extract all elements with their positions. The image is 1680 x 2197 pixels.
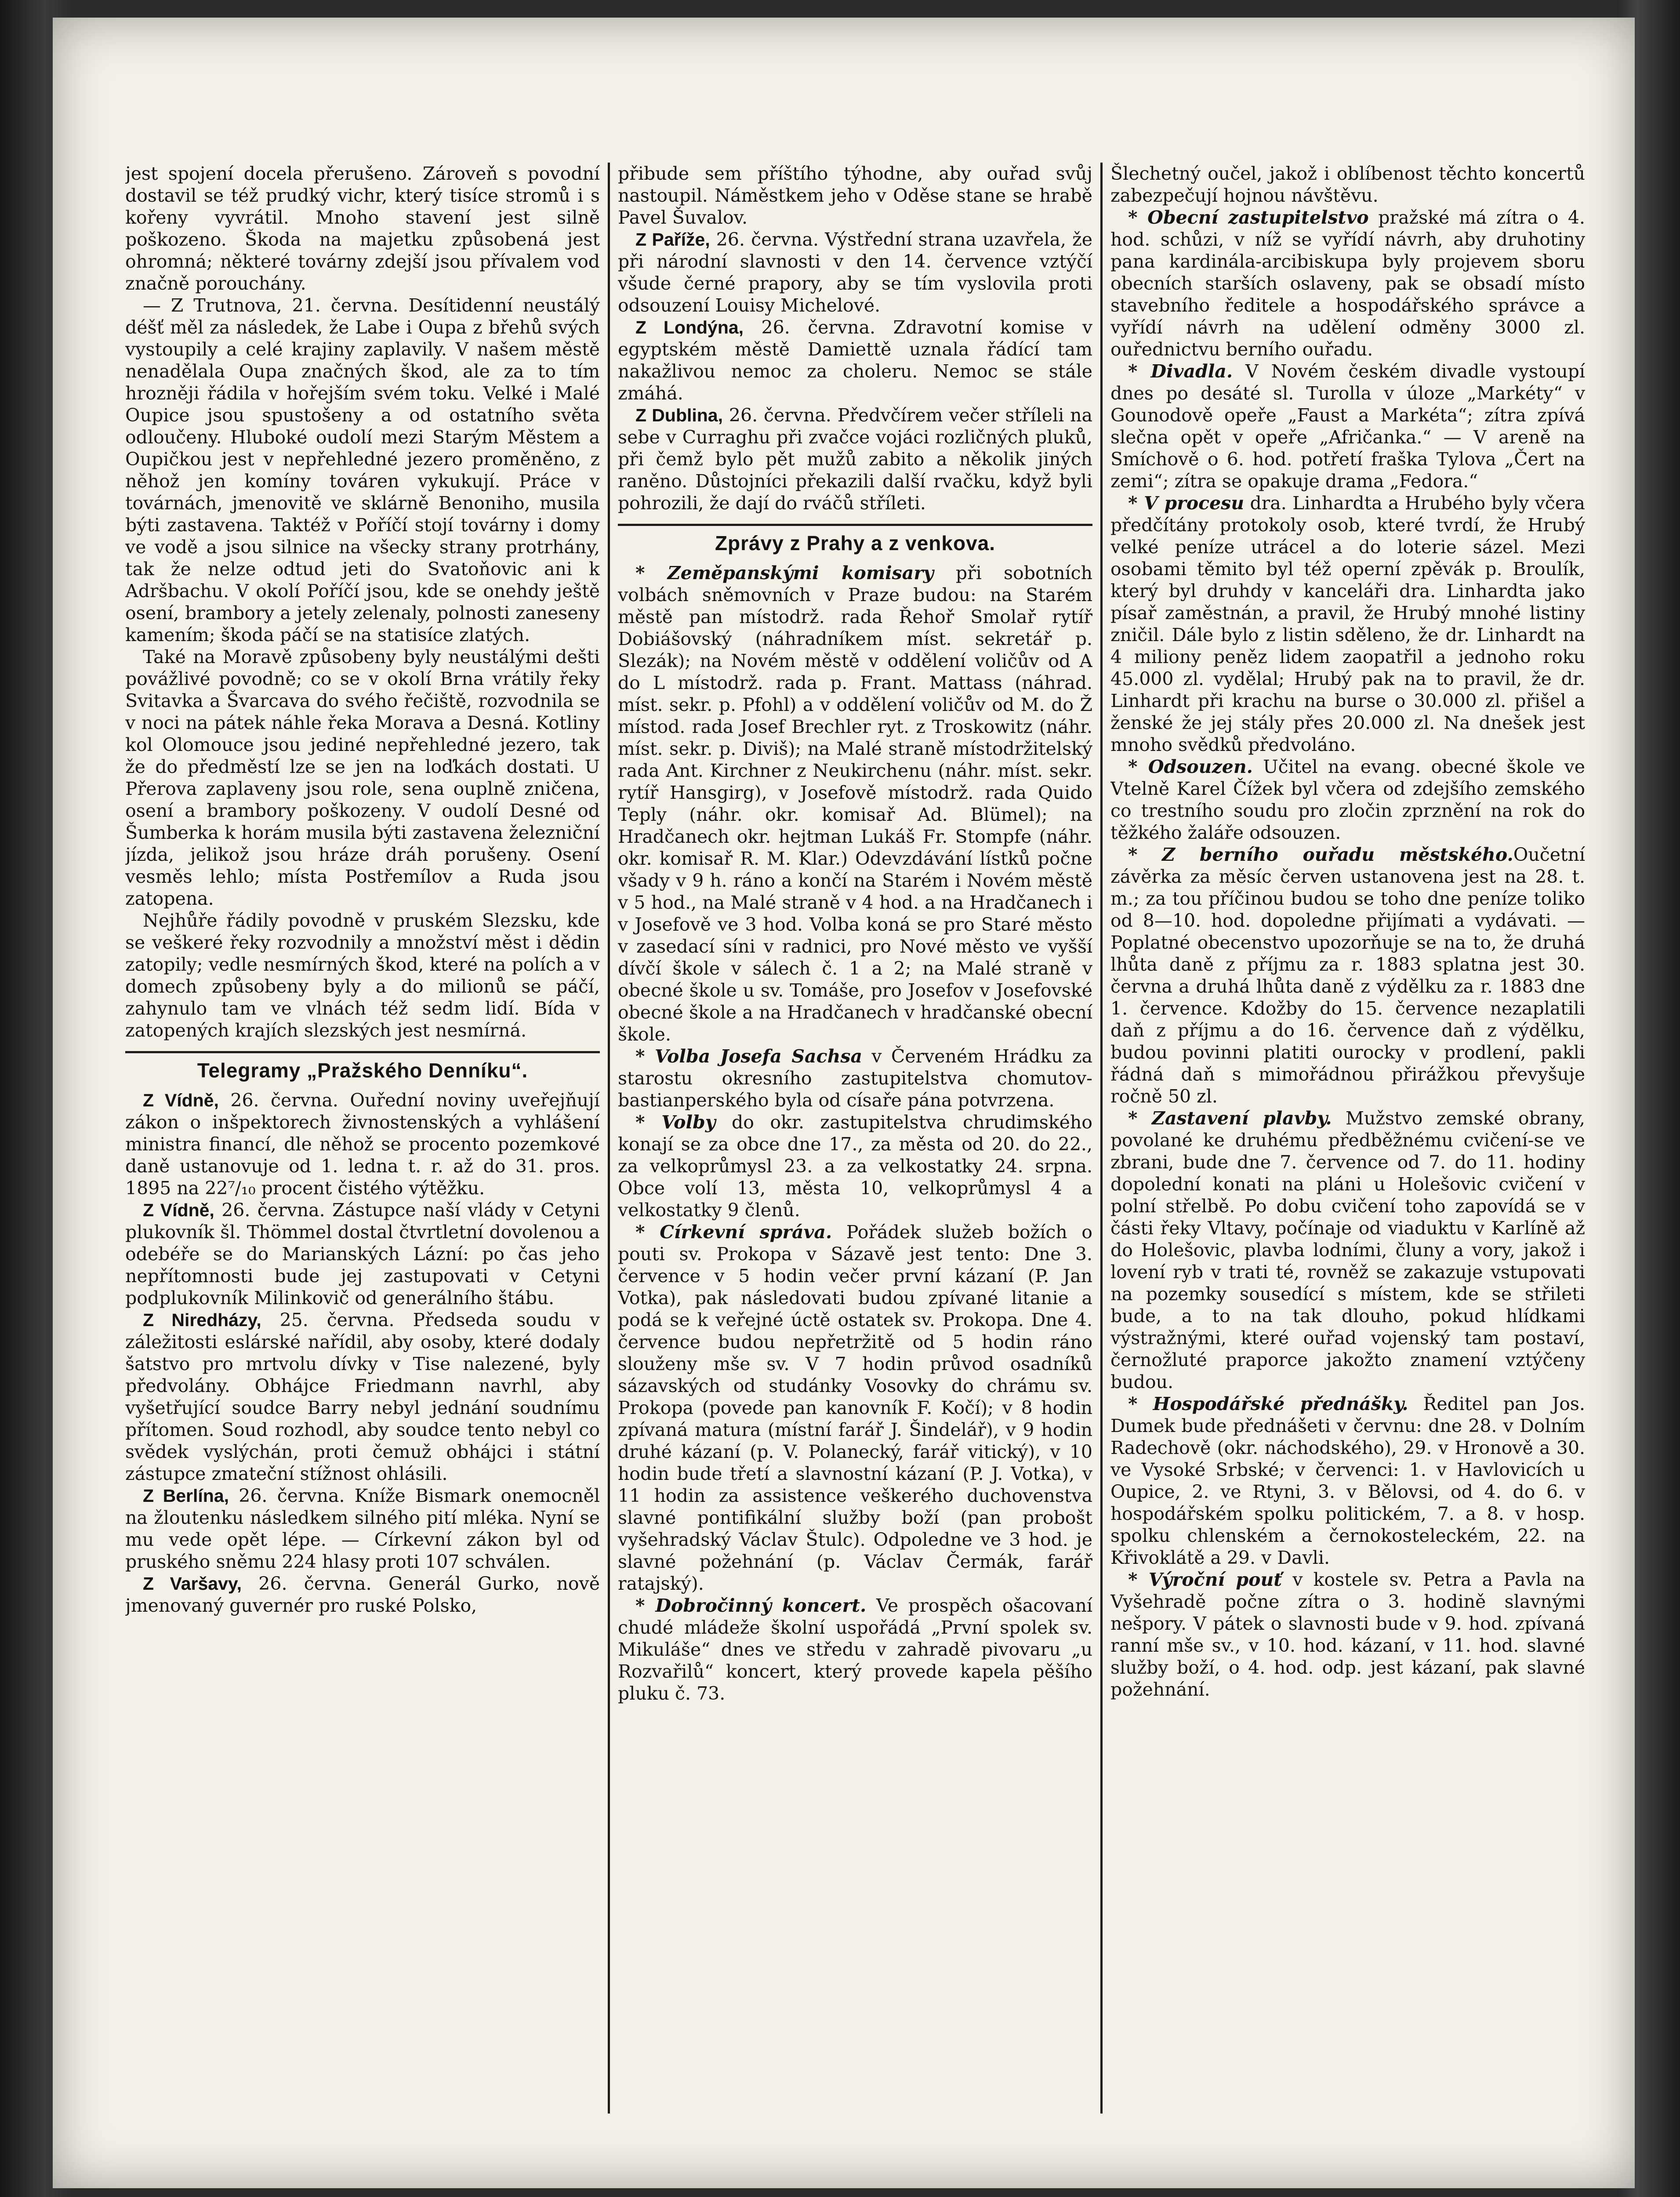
- dateline: Z Vídně,: [143, 1200, 214, 1220]
- column-1: [125, 163, 600, 2109]
- news-item: [1110, 207, 1585, 360]
- news-text: Oučetní závěrka za měsíc červen ustanovena jest na 28. t. m.; za tou příčinou budou se toho dne peníze toliko od 8—10. hod. dopoledne přijímati a vydávati. — Poplatné obecenstvo upozorňuje se na to, že druhá lhůta daně z příjmu za r. 1883 splatna jest 30. června a druhá lhůta daně z výdělku za r. 1883 dne 1. července. Kdožby do 15. července nezaplatili daň z příjmu a do 16. července daň z výdělku, budou povinni platiti ourocky v prodlení, pakli řádná daň s mimořádnou přirážkou převyšuje ročně 50 zl.: [1110, 844, 1585, 1107]
- news-heading: * Volba Josefa Sachsa: [635, 1046, 863, 1067]
- dateline: Z Dublina,: [635, 405, 723, 425]
- news-item: [618, 1111, 1092, 1221]
- news-text: Ředitel pan Jos. Dumek bude přednášeti v červnu: dne 28. v Dolním Radechově (okr. náchodského), 29. v Hronově a 30. ve Vysoké Srbské; v červenci: 1. v Havlovicích u Oupice, 2. ve Rtyni, 3. v Bělovsi, od 4. do 6. v hospodářském spolku politickém, 7. a 8. v hosp. spolku chlenském a černokosteleckém, 22. na Křivoklátě a 29. v Davli.: [1110, 1393, 1585, 1568]
- news-text: V Novém českém divadle vystoupí dnes po desáté sl. Turolla v úloze „Markéty“ v Gounodově opeře „Faust a Markéta“; zítra zpívá slečna opět v opeře „Afričanka.“ — V areně na Smíchově o 6. hod. potřetí fraška Tylova „Čert na zemi“; zítra se opakuje drama „Fedora.“: [1110, 361, 1585, 492]
- column-3: [1110, 163, 1585, 2109]
- telegram-item: [618, 316, 1092, 404]
- news-text: při sobotních volbách sněmovních v Praze budou: na Starém městě pan místodrž. rada Řehoř Smolař rytíř Dobiášovský (náhradníkem míst. sekretář p. Slezák); na Novém městě v oddělení voličův od A do L místodrž. rada p. Frant. Mattass (náhrad. míst. sekr. p. Pfohl) a v oddělení voličův od M. do Ž místod. rada Josef Brechler ryt. z Troskowitz (náhr. míst. sekr. p. Diviš); na Malé straně místodržitelský rada Ant. Kirchner z Neukirchenu (náhr. míst. sekr. rytíř Hansgirg), v Josefově místodrž. rada Quido Teply (náhr. okr. komisař Ad. Blümel); na Hradčanech okr. hejtman Lukáš Fr. Stompfe (náhr. okr. komisař R. M. Klar.) Odevzdávání lístků počne všady v 9 h. ráno a končí na Starém i Novém městě v 5 hod., na Malé straně v 4 hod. a na Hradčanech i v Josefově ve 3 hod. Volba koná se pro Staré město v zasedací síni v radnici, pro Nové město ve vyšší dívčí škole v sálech č. 1 a 2; na Malé straně v obecné škole u sv. Tomáše, pro Josefov v Josefovské obecné škole a na Hradčanech v hradčanské obecní škole.: [618, 562, 1092, 1045]
- column-rule: [608, 163, 610, 2114]
- news-item: [1110, 1107, 1585, 1393]
- news-text: v Červeném Hrádku za starostu okresního zastupitelstva chomutov-bastianperského byla od císaře pána potvrzena.: [618, 1046, 1092, 1111]
- news-heading: * V procesu: [1128, 493, 1245, 514]
- telegram-item: [125, 1309, 600, 1485]
- telegram-item: [125, 1485, 600, 1573]
- news-item: [1110, 360, 1585, 492]
- telegram-text: 26. června. Předvčírem večer stříleli na sebe v Curraghu při zvačce vojáci rozličných pluků, při čemž bylo pět mužů zabito a několik jiných raněno. Důstojníci překazili další rvačku, když byli pohrozili, že dají do rváčů stříleti.: [618, 405, 1092, 514]
- article-text: Nejhůře řádily povodně v pruském Slezsku, kde se veškeré řeky rozvodnily a množství měst i dědin zatopily; vedle nesmírných škod, které na polích a v domech způsobeny byly a do milionů se páčí, zahynulo tam ve vlnách též sedm lidí. Bída v zatopených krajích slezských jest nesmírná.: [125, 910, 600, 1041]
- news-heading: * Divadla.: [1128, 361, 1233, 382]
- dateline: Z Londýna,: [635, 317, 744, 337]
- news-text: pražské má zítra o 4. hod. schůzi, v níž se vyřídí návrh, aby druhotiny pana kardinála-arcibiskupa byly projevem sboru obecních starších oslaveny, pak se obsadí místo stavebního ředitele a hospodářského správce a vyřídí návrh na udělení odměny 3000 zl. ouřednictvu berního ouřadu.: [1110, 207, 1585, 360]
- telegram-text: 25. června. Předseda soudu v záležitosti eslárské nařídil, aby osoby, které dodaly šatstvo pro mrtvolu dívky v Tise nalezené, byly předvolány. Obhájce Friedmann navrhl, aby vyšetřující soudce Barry nebyl jednání soudnímu přítomen. Soud rozhodl, aby soudce tento nebyl co svědek vyslýchán, proti čemuž obhájci i státní zástupce zmateční stížnost ohlásili.: [125, 1309, 600, 1484]
- dateline: Z Paříže,: [635, 229, 710, 250]
- news-heading: * Volby: [635, 1112, 716, 1133]
- news-text: Pořádek služeb božích o pouti sv. Prokopa v Sázavě jest tento: Dne 3. července v 5 hodin večer první kázaní (P. Jan Votka), pak následovati budou zpívané litanie a podá se k veřejné úctě ostatek sv. Prokopa. Dne 4. července budou nepřetržitě od 5 hodin ráno slouženy mše sv. V 7 hodin průvod osadníků sázavských od studánky Vosovky do chrámu sv. Prokopa (povede pan kanovník F. Kočí); v 8 hodin zpívaná matura (místní farář J. Šindelář), v 9 hodin druhé kázaní (p. V. Polanecký, farář vitický), v 10 hodin bude třetí a slavnostní kázaní (P. J. Votka), v 11 hodin za assistence veškerého duchovenstva slavné pontifikální služby boží (pan probošt vyšehradský Václav Štulc). Odpoledne ve 3 hod. je slavné požehnání (p. Václav Čermák, farář ratajský).: [618, 1222, 1092, 1594]
- news-item: [1110, 756, 1585, 844]
- news-item: [618, 1045, 1092, 1111]
- telegram-text: 26. června. Ouřední noviny uveřejňují zákon o inšpektorech živnostenských a vyhlášení ministra financí, dle něhož se procento pozemkové daně ustanovuje od 1. ledna t. r. až do 31. pros. 1895 na 22⁷/₁₀ procent čistého výtěžku.: [125, 1090, 600, 1199]
- news-heading: * Obecní zastupitelstvo: [1128, 207, 1369, 228]
- telegram-item: [618, 404, 1092, 514]
- news-heading: * Dobročinný koncert.: [635, 1595, 867, 1616]
- news-item: [618, 562, 1092, 1045]
- news-text: Mužstvo zemské obrany, povolané ke druhému předběžnému cvičení-se ve zbrani, bude dne 7. července od 7. do 11. hodiny dopolední konati na pláni u Holešovic cvičení v polní střelbě. Po dobu cvičení toho zapovídá se v části řeky Vltavy, počínaje od viaduktu v Karlíně až do Holešovic, plavba lodními, čluny a vory, jakož i lovení ryb v trati té, rovněž se zakazuje vstupovati na pozemky sousedící s místem, kde se střileti bude, a to na tak dlouho, pokud hlídkami výstražnými, které ouřad vojenský tam postaví, černožluté praporce jakožto znamení vztýčeny budou.: [1110, 1108, 1585, 1392]
- news-text: Ve prospěch ošacovaní chudé mládeže školní uspořádá „První spolek sv. Mikuláše“ dnes ve středu v zahradě pivovaru „u Rozvařilů“ koncert, který provede kapela pěšího pluku č. 73.: [618, 1595, 1092, 1704]
- news-heading: * Zeměpanskými komisary: [635, 562, 934, 584]
- section-title-prague-news: Zprávy z Prahy a z venkova.: [618, 524, 1092, 554]
- news-heading: * Z berního ouřadu městského.: [1128, 844, 1513, 865]
- article-text: jest spojení docela přerušeno. Zároveň s povodní dostavil se též prudký vichr, který tisíce stromů i s kořeny vyvrátil. Mnoho stavení jest silně poškozeno. Škoda na majetku způsobená jest ohromná; některé továrny zdejší jsou přívalem vod značně porouchány.: [125, 163, 600, 294]
- telegram-text: 26. června. Zdravotní komise v egyptském městě Damiettě uznala řádící tam nakažlivou nemoc za choleru. Nemoc se stále zmáhá.: [618, 317, 1092, 404]
- news-item: [618, 1221, 1092, 1595]
- column-rule: [1100, 163, 1103, 2114]
- news-text: do okr. zastupitelstva chrudimského konají se za obce dne 17., za města od 20. do 22., za velkoprůmysl 23. a za velkostatky 24. srpna. Obce volí 13, města 10, velkoprůmysl 4 a velkostatky 9 členů.: [618, 1112, 1092, 1221]
- news-heading: * Odsouzen.: [1128, 756, 1253, 777]
- dateline: Z Varšavy,: [143, 1573, 242, 1594]
- telegram-item: [125, 1089, 600, 1199]
- telegram-text: 26. června. Kníže Bismark onemocněl na žloutenku následkem silného pití mléka. Nyní se mu vede opět lépe. — Církevní zákon byl od pruského sněmu 224 hlasy proti 107 schválen.: [125, 1485, 600, 1572]
- telegram-text: přibude sem příštího týhodne, aby ouřad svůj nastoupil. Náměstkem jeho v Oděse stane se hrabě Pavel Šuvalov.: [618, 163, 1092, 228]
- news-text: v kostele sv. Petra a Pavla na Vyšehradě počne zítra o 3. hodině slavnými nešpory. V pátek o slavnosti bude v 9. hod. zpívaná ranní mše sv., v 10. hod. kázaní, v 11. hod. slavné služby boží, o 4. hod. odp. jest kázaní, pak slavné požehnání.: [1110, 1569, 1585, 1700]
- telegram-text: 26. června. Zástupce naší vlády v Cetyni plukovník šl. Thömmel dostal čtvrtletní dovolenou a odebéře se do Marianských Lázní: po čas jeho nepřítomnosti bude jej zastupovati v Cetyni podplukovník Milinkovič od generálního štábu.: [125, 1200, 600, 1309]
- section-title-telegrams: Telegramy „Pražského Denníku“.: [125, 1051, 600, 1081]
- news-item: [618, 1595, 1092, 1704]
- column-2: [618, 163, 1092, 2109]
- news-heading: * Hospodářské přednášky.: [1128, 1393, 1408, 1414]
- telegram-item: [125, 1573, 600, 1617]
- news-heading: * Zastavení plavby.: [1128, 1108, 1332, 1129]
- dateline: Z Niredházy,: [143, 1310, 261, 1330]
- news-text: dra. Linhardta a Hrubého byly včera předčítány protokoly osob, které tvrdí, že Hrubý velké peníze utrácel a do loterie sázel. Mezi osobami těmito byl též operní zpěvák p. Broulík, který byl druhdy v kanceláři dra. Linhardta jako písař zaměstnán, a pravil, že Hrubý mnohé listiny zničil. Dále bylo z listin sděleno, že dr. Linhardt na 4 miliony peněz lidem zaopatřil a jednoho roku 45.000 zl. vydělal; Hrubý pak na to pravil, že dr. Linhardt při krachu na burse o 30.000 zl. přišel a ženské že jej stály přes 20.000 zl. Na dnešek jest mnoho svědků předvoláno.: [1110, 493, 1585, 755]
- news-item: [1110, 1569, 1585, 1700]
- news-text: Učitel na evang. obecné škole ve Vtelně Karel Čížek byl včera od zdejšího zemského co trestního soudu pro zločin zprznění na rok do těžkého žaláře odsouzen.: [1110, 756, 1585, 843]
- telegram-item: [125, 1199, 600, 1309]
- news-text: Šlechetný oučel, jakož i oblíbenost těchto koncertů zabezpečují hojnou návštěvu.: [1110, 163, 1585, 206]
- news-heading: * Církevní správa.: [635, 1222, 832, 1243]
- news-item: [1110, 1393, 1585, 1569]
- news-item: [1110, 844, 1585, 1107]
- dateline: Z Berlína,: [143, 1486, 229, 1506]
- dateline: Z Vídně,: [143, 1090, 219, 1110]
- telegram-item: [618, 228, 1092, 316]
- news-heading: * Výroční pouť: [1128, 1569, 1282, 1590]
- telegram-text: 26. června. Generál Gurko, nově jmenovaný guvernér pro ruské Polsko,: [125, 1573, 600, 1616]
- news-item: [1110, 492, 1585, 756]
- telegram-text: 26. června. Výstřední strana uzavřela, že při národní slavnosti v den 14. července vztýčí všude černé prapory, aby se tím vyslovila proti odsouzení Louisy Michelové.: [618, 229, 1092, 316]
- article-text: — Z Trutnova, 21. června. Desítidenní neustálý déšť měl za následek, že Labe i Oupa z břehů svých vystoupily a celé krajiny zaplavily. V našem městě nenadělala Oupa značných škod, ale za to tím hrozněji řádila v hořejším svém toku. Velké i Malé Oupice jsou spustošeny a od ostatního světa odloučeny. Hluboké oudolí mezi Starým Městem a Oupičkou jest v nepřehledné jezero proměněno, z něhož jen komíny továren vykukují. Práce v továrnách, jmenovitě ve sklárně Benoniho, musila býti zastavena. Taktéž v Poříčí stojí továrny i domy ve vodě a jsou silnice na všecky strany protrhány, tak že nelze odtud jeti do Svatoňovic ani k Adršbachu. V okolí Poříčí jsou, kde se onehdy ještě osení, brambory a jetely zelenaly, polnosti zaneseny kamením; škoda páčí se na statisíce zlatých.: [125, 295, 600, 645]
- newspaper-page: [125, 163, 1593, 2109]
- article-text: Také na Moravě způsobeny byly neustálými dešti povážlivé povodně; co se v okolí Brna vrátily řeky Svitavka a Švarcava do svého řečiště, rozvodnila se v noci na pátek náhle řeka Morava a Desná. Kotliny kol Olomouce jsou jediné nepřehledné jezero, tak že do předměstí lze se jen na loďkách dostati. U Přerova zaplaveny jsou role, sena ouplně zničena, osení a brambory poškozeny. V oudolí Desné od Šumberka k horám musila býti zastavena železniční jízda, jelikož jsou hráze dráh porušeny. Osení vesměs lehlo; místa Postřemílov a Ruda jsou zatopena.: [125, 646, 600, 909]
